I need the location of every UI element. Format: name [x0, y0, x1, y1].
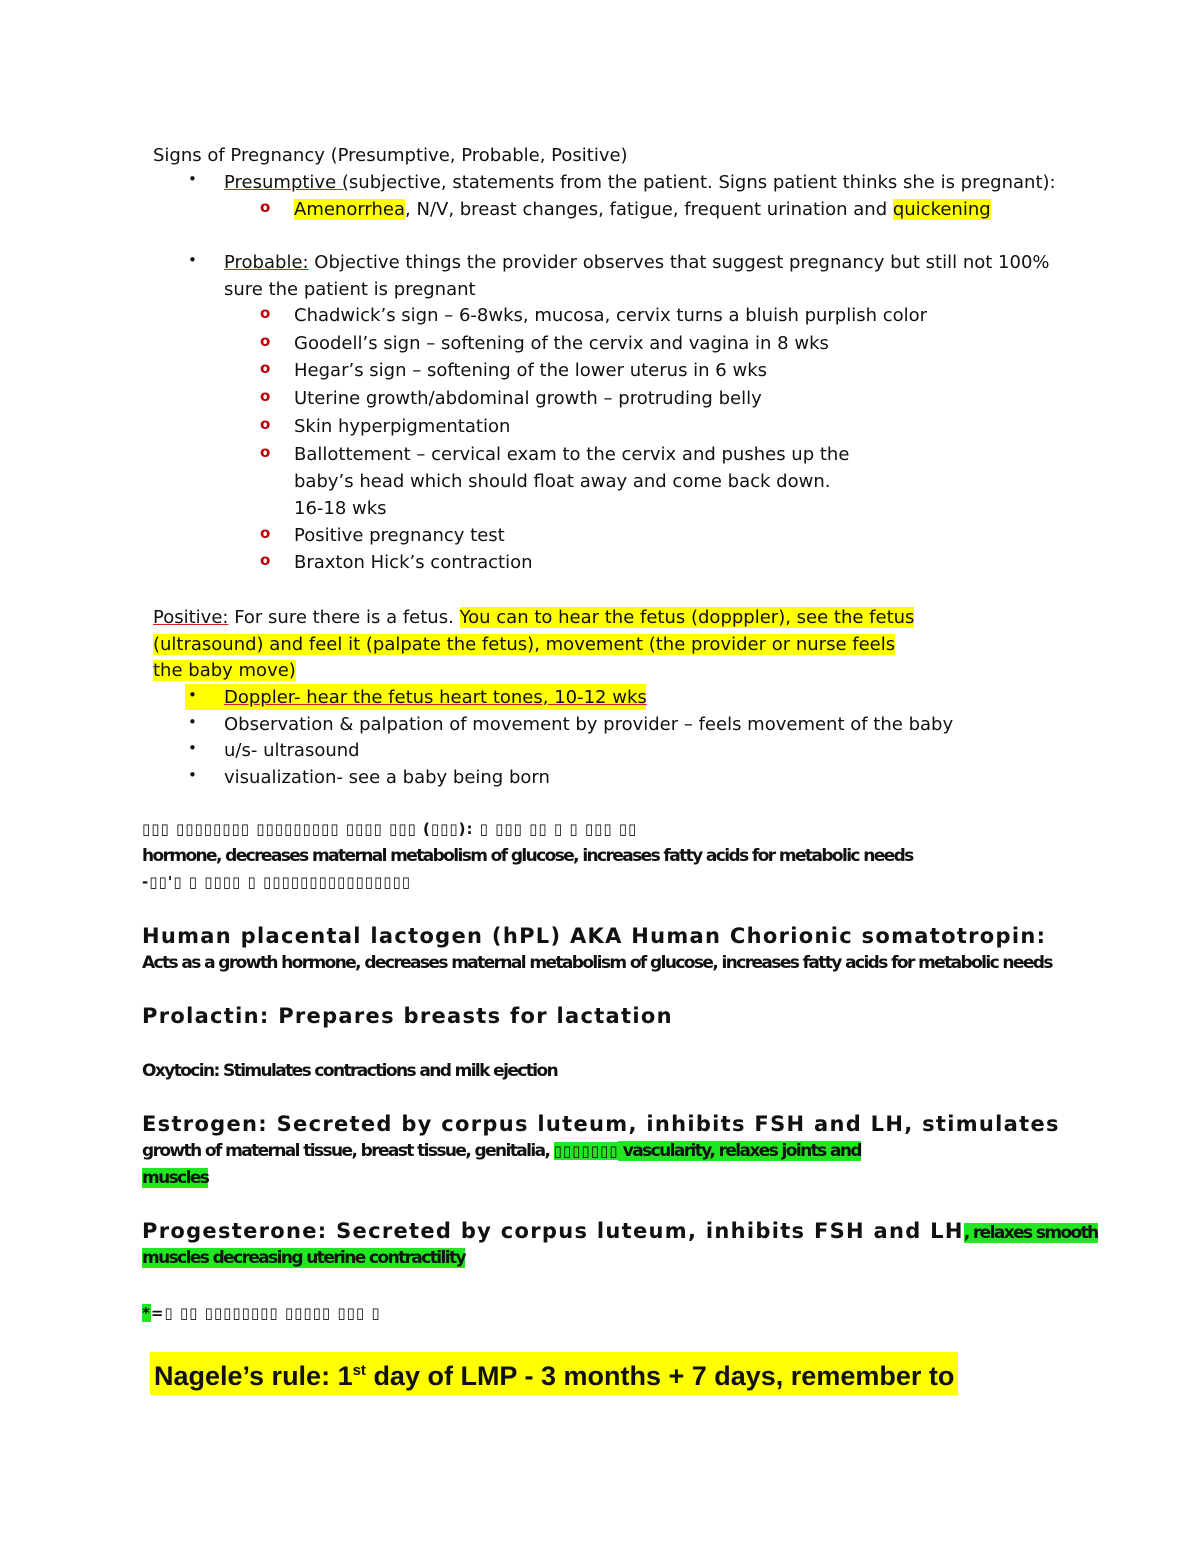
- estrogen-body-cont: [142, 1168, 208, 1188]
- positive-item: Observation & palpation of movement by provider – feels movement of the baby: [224, 714, 954, 735]
- bullet: •: [188, 713, 197, 731]
- presumptive-signs-text: , N/V, breast changes, fatigue, frequent urination and: [405, 199, 893, 220]
- estrogen-body-text: growth of maternal tissue, breast tissue, genitalia,: [142, 1141, 554, 1161]
- probable-item: Positive pregnancy test: [294, 525, 505, 546]
- presumptive-desc: subjective, statements from the patient. Signs patient thinks she is pregnant):: [348, 172, 1056, 193]
- bullet: •: [188, 739, 197, 757]
- probable-desc: Objective things the provider observes that suggest pregnancy but still not 100%: [308, 252, 1050, 273]
- bullet-probable: •: [188, 251, 197, 269]
- positive-highlight: You can to hear the fetus (dopppler), see the fetus: [459, 607, 915, 628]
- progesterone-line: [142, 1219, 1098, 1243]
- footnote-text: =▯ ▯▯ ▯▯▯▯▯▯▯▯ ▯▯▯▯▯ ▯▯▯ ▯: [150, 1304, 381, 1322]
- prolactin-line: Prolactin: Prepares breasts for lactation: [142, 1004, 673, 1028]
- ballottement-line: baby’s head which should float away and come back down.: [294, 471, 831, 492]
- bullet-presumptive: •: [188, 170, 197, 188]
- bullet: •: [188, 766, 197, 784]
- positive-highlight: the baby move): [153, 660, 296, 681]
- probable-item: Skin hyperpigmentation: [294, 416, 511, 437]
- positive-line: [153, 604, 914, 631]
- footnote: [142, 1304, 381, 1322]
- sub-bullet: o: [260, 332, 271, 350]
- bullet: •: [188, 686, 197, 704]
- presumptive-line: [224, 169, 1056, 196]
- oxytocin-line: Oxytocin: Stimulates contractions and milk ejection: [142, 1061, 558, 1081]
- nagele-pre: Nagele’s rule: 1: [154, 1361, 353, 1391]
- progesterone-highlight: muscles decreasing uterine contractility: [142, 1248, 465, 1268]
- sub-bullet: o: [260, 551, 271, 569]
- estrogen-highlight-boxes: ▯▯▯▯▯▯▯: [553, 1142, 619, 1160]
- sub-bullet: o: [260, 415, 271, 433]
- probable-item: Goodell’s sign – softening of the cervix and vagina in 8 wks: [294, 333, 829, 354]
- probable-item: Braxton Hick’s contraction: [294, 552, 533, 573]
- probable-line: [224, 249, 1050, 276]
- garbled-body: -▯▯'▯ ▯ ▯▯▯▯ ▯ ▯▯▯▯▯▯▯▯▯▯▯▯▯▯▯▯: [142, 873, 412, 891]
- page-title: Signs of Pregnancy (Presumptive, Probable, Positive): [153, 145, 628, 166]
- sub-bullet: o: [260, 304, 271, 322]
- probable-desc-cont: sure the patient is pregnant: [224, 279, 476, 300]
- probable-item: Uterine growth/abdominal growth – protruding belly: [294, 388, 762, 409]
- amenorrhea-highlight: Amenorrhea: [294, 199, 406, 220]
- positive-item: visualization- see a baby being born: [224, 767, 550, 788]
- sub-bullet: o: [260, 443, 271, 461]
- presumptive-label: Presumptive (: [224, 172, 349, 193]
- ballottement-line: Ballottement – cervical exam to the cervix and pushes up the: [294, 444, 850, 465]
- positive-line: [153, 657, 296, 684]
- sub-bullet: o: [260, 524, 271, 542]
- ballottement-line: 16-18 wks: [294, 498, 387, 519]
- estrogen-highlight: muscles: [142, 1168, 209, 1188]
- garbled-heading: ▯▯▯ ▯▯▯▯▯▯▯▯ ▯▯▯▯▯▯▯▯▯ ▯▯▯▯ ▯▯▯ (▯▯▯): ▯ ▯▯▯ ▯▯ ▯ ▯ ▯▯▯ ▯▯: [142, 820, 638, 838]
- positive-label: Positive:: [153, 607, 229, 628]
- garbled-body: hormone, decreases maternal metabolism of glucose, increases fatty acids for metabolic needs: [142, 846, 913, 866]
- estrogen-body: [142, 1141, 861, 1161]
- footnote-star: *: [142, 1304, 151, 1322]
- nagele-post: day of LMP - 3 months + 7 days, remember to: [365, 1361, 955, 1391]
- quickening-highlight: quickening: [892, 199, 991, 220]
- hpl-heading: Human placental lactogen (hPL) AKA Human Chorionic somatotropin:: [142, 924, 1047, 948]
- progesterone-heading: Progesterone: Secreted by corpus luteum, inhibits FSH and LH: [142, 1219, 964, 1243]
- sub-bullet: o: [260, 387, 271, 405]
- positive-item-doppler: Doppler- hear the fetus heart tones, 10-12 wks: [224, 687, 647, 708]
- progesterone-highlight: , relaxes smooth: [963, 1223, 1098, 1243]
- nagele-rule: [150, 1352, 958, 1395]
- hpl-body: Acts as a growth hormone, decreases maternal metabolism of glucose, increases fatty acids for metabolic needs: [142, 953, 1052, 973]
- positive-item: u/s- ultrasound: [224, 740, 360, 761]
- probable-item: Hegar’s sign – softening of the lower uterus in 6 wks: [294, 360, 767, 381]
- progesterone-body: [142, 1248, 465, 1268]
- estrogen-highlight: vascularity, relaxes joints and: [618, 1141, 861, 1161]
- nagele-sup: st: [352, 1362, 366, 1379]
- presumptive-signs: [294, 196, 991, 223]
- probable-item: Chadwick’s sign – 6-8wks, mucosa, cervix turns a bluish purplish color: [294, 305, 928, 326]
- sub-bullet: o: [260, 359, 271, 377]
- positive-lead: For sure there is a fetus.: [228, 607, 460, 628]
- positive-highlight: (ultrasound) and feel it (palpate the fetus), movement (the provider or nurse feels: [153, 634, 896, 655]
- positive-line: [153, 631, 895, 658]
- sub-bullet: o: [260, 198, 271, 216]
- estrogen-heading: Estrogen: Secreted by corpus luteum, inhibits FSH and LH, stimulates: [142, 1112, 1060, 1136]
- probable-label: Probable:: [224, 252, 309, 273]
